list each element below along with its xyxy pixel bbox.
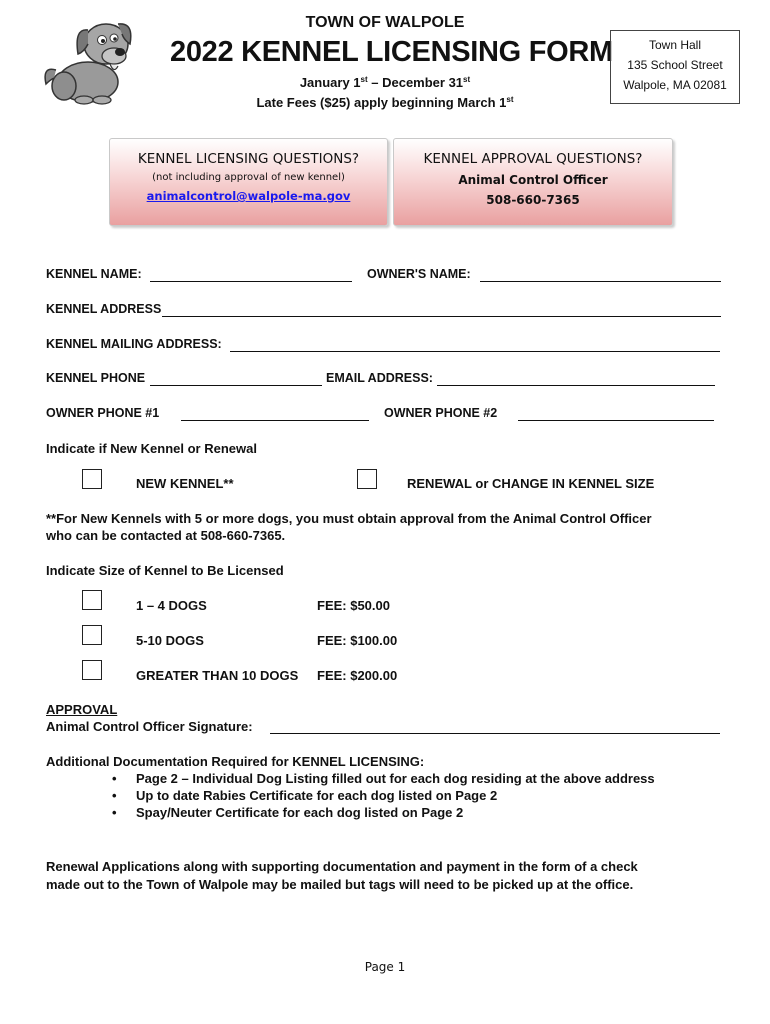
- animal-control-email-link[interactable]: animalcontrol@walpole-ma.gov: [146, 189, 351, 203]
- kennel-phone-label: KENNEL PHONE: [46, 371, 146, 385]
- size-option-fee: FEE: $100.00: [317, 633, 398, 648]
- size-option-fee: FEE: $50.00: [317, 598, 390, 613]
- kennel-phone-field[interactable]: [150, 385, 322, 386]
- size-option-label: GREATER THAN 10 DOGS: [136, 668, 299, 683]
- size-over-10-checkbox[interactable]: [82, 660, 102, 680]
- documentation-heading: Additional Documentation Required for KENNEL LICENSING:: [46, 754, 425, 769]
- kennel-address-label: KENNEL ADDRESS: [46, 302, 162, 316]
- list-item: • Page 2 – Individual Dog Listing filled out for each dog residing at the above address: [112, 771, 655, 786]
- bullet-icon: •: [112, 805, 117, 820]
- renewal-note-line2: made out to the Town of Walpole may be mailed but tags will need to be picked up at the office.: [46, 877, 634, 892]
- form-title: 2022 KENNEL LICENSING FORM: [170, 36, 613, 68]
- owner-name-label: OWNER'S NAME:: [367, 267, 471, 281]
- bullet-icon: •: [112, 771, 117, 786]
- approval-questions-box: [393, 138, 673, 226]
- mailing-address-label: KENNEL MAILING ADDRESS:: [46, 337, 222, 351]
- size-option-fee: FEE: $200.00: [317, 668, 398, 683]
- approval-contact: Animal Control Officer: [458, 173, 608, 187]
- license-period: January 1st – December 31st: [299, 75, 471, 90]
- licensing-questions-box: [109, 138, 388, 226]
- licensing-questions-heading: KENNEL LICENSING QUESTIONS?: [137, 151, 360, 167]
- signature-field[interactable]: [270, 733, 720, 734]
- owner-name-field[interactable]: [480, 281, 721, 282]
- email-field[interactable]: [437, 385, 715, 386]
- documentation-list: [112, 771, 655, 822]
- size-option-label: 5-10 DOGS: [136, 633, 204, 648]
- mailing-address-field[interactable]: [230, 351, 720, 352]
- owner-phone2-field[interactable]: [518, 420, 714, 421]
- new-kennel-checkbox[interactable]: [82, 469, 102, 489]
- approval-questions-heading: KENNEL APPROVAL QUESTIONS?: [423, 151, 643, 167]
- size-5-10-checkbox[interactable]: [82, 625, 102, 645]
- signature-label: Animal Control Officer Signature:: [46, 719, 253, 734]
- kennel-type-prompt: Indicate if New Kennel or Renewal: [46, 441, 257, 456]
- size-1-4-checkbox[interactable]: [82, 590, 102, 610]
- late-fee-notice: Late Fees ($25) apply beginning March 1st: [256, 95, 514, 110]
- town-hall-address: Town Hall 135 School Street Walpole, MA 02081: [610, 30, 740, 104]
- list-item: • Up to date Rabies Certificate for each dog listed on Page 2: [112, 788, 498, 803]
- kennel-name-field[interactable]: [150, 281, 352, 282]
- town-name: TOWN OF WALPOLE: [305, 14, 465, 31]
- owner-phone1-label: OWNER PHONE #1: [46, 406, 160, 420]
- size-option-label: 1 – 4 DOGS: [136, 598, 207, 613]
- owner-phone1-field[interactable]: [181, 420, 369, 421]
- owner-phone2-label: OWNER PHONE #2: [384, 406, 498, 420]
- renewal-note-line1: Renewal Applications along with supporting documentation and payment in the form of a check: [46, 859, 638, 874]
- licensing-questions-note: (not including approval of new kennel): [152, 172, 345, 183]
- approval-phone: 508-660-7365: [486, 193, 580, 207]
- renewal-checkbox[interactable]: [357, 469, 377, 489]
- page-number: Page 1: [364, 960, 406, 974]
- new-kennel-label: NEW KENNEL**: [136, 476, 234, 491]
- bullet-icon: •: [112, 788, 117, 803]
- renewal-label: RENEWAL or CHANGE IN KENNEL SIZE: [407, 476, 655, 491]
- kennel-address-field[interactable]: [162, 316, 721, 317]
- email-label: EMAIL ADDRESS:: [326, 371, 433, 385]
- new-kennel-footnote-line1: **For New Kennels with 5 or more dogs, you must obtain approval from the Animal Control Officer: [46, 511, 652, 526]
- new-kennel-footnote-line2: who can be contacted at 508-660-7365.: [46, 528, 286, 543]
- approval-heading: APPROVAL: [46, 702, 118, 717]
- list-item: • Spay/Neuter Certificate for each dog listed on Page 2: [112, 805, 464, 820]
- size-prompt: Indicate Size of Kennel to Be Licensed: [46, 563, 284, 578]
- kennel-name-label: KENNEL NAME:: [46, 267, 142, 281]
